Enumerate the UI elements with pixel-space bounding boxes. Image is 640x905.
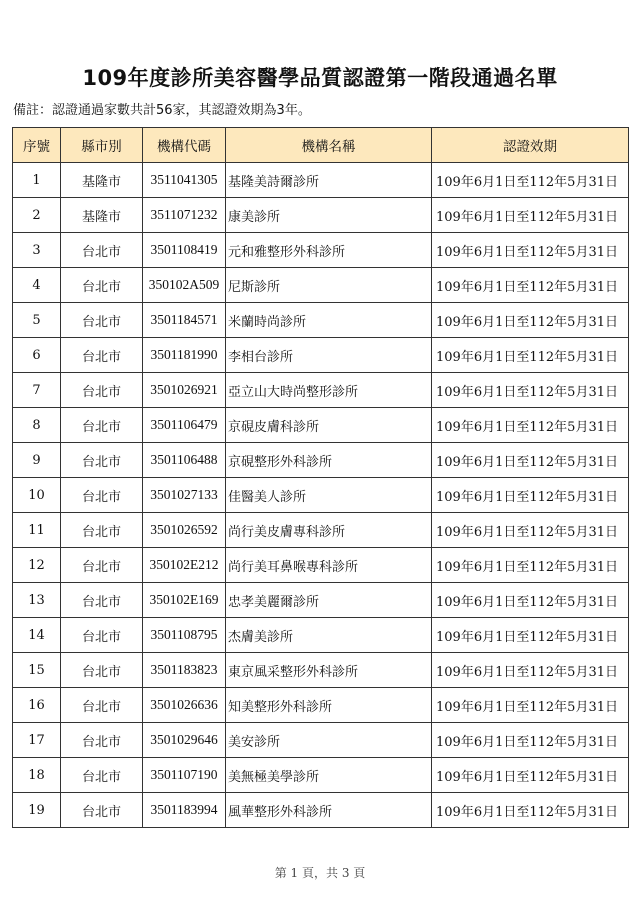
header-county: 縣市別 <box>61 128 143 163</box>
table-header-row <box>13 128 629 163</box>
cell-name: 康美診所 <box>226 198 432 233</box>
cell-serial: 10 <box>13 478 61 513</box>
table-row <box>13 233 629 268</box>
cell-name: 風華整形外科診所 <box>226 793 432 828</box>
clinic-list-table <box>12 127 629 828</box>
table-row <box>13 583 629 618</box>
cell-code: 3501107190 <box>143 758 226 793</box>
table-row <box>13 513 629 548</box>
cell-period: 109年6月1日至112年5月31日 <box>432 758 629 793</box>
cell-county: 台北市 <box>61 513 143 548</box>
cell-period: 109年6月1日至112年5月31日 <box>432 198 629 233</box>
cell-serial: 6 <box>13 338 61 373</box>
cell-name: 元和雅整形外科診所 <box>226 233 432 268</box>
cell-name: 尼斯診所 <box>226 268 432 303</box>
cell-code: 350102E169 <box>143 583 226 618</box>
cell-serial: 14 <box>13 618 61 653</box>
cell-county: 基隆市 <box>61 163 143 198</box>
table-row <box>13 653 629 688</box>
table-row <box>13 618 629 653</box>
cell-serial: 9 <box>13 443 61 478</box>
cell-code: 350102E212 <box>143 548 226 583</box>
cell-county: 台北市 <box>61 723 143 758</box>
table-row <box>13 373 629 408</box>
cell-name: 李相台診所 <box>226 338 432 373</box>
cell-period: 109年6月1日至112年5月31日 <box>432 548 629 583</box>
cell-name: 美安診所 <box>226 723 432 758</box>
cell-period: 109年6月1日至112年5月31日 <box>432 583 629 618</box>
cell-serial: 15 <box>13 653 61 688</box>
cell-serial: 4 <box>13 268 61 303</box>
cell-county: 台北市 <box>61 688 143 723</box>
cell-name: 忠孝美麗爾診所 <box>226 583 432 618</box>
cell-county: 台北市 <box>61 408 143 443</box>
cell-period: 109年6月1日至112年5月31日 <box>432 408 629 443</box>
cell-period: 109年6月1日至112年5月31日 <box>432 268 629 303</box>
cell-county: 基隆市 <box>61 198 143 233</box>
cell-name: 佳醫美人診所 <box>226 478 432 513</box>
cell-name: 杰膚美診所 <box>226 618 432 653</box>
cell-period: 109年6月1日至112年5月31日 <box>432 653 629 688</box>
cell-name: 尚行美耳鼻喉專科診所 <box>226 548 432 583</box>
table-row <box>13 688 629 723</box>
remark-note: 備註：認證通過家數共計56家，其認證效期為3年。 <box>13 103 311 118</box>
cell-county: 台北市 <box>61 303 143 338</box>
table-row <box>13 303 629 338</box>
cell-code: 350102A509 <box>143 268 226 303</box>
cell-name: 亞立山大時尚整形診所 <box>226 373 432 408</box>
cell-code: 3501029646 <box>143 723 226 758</box>
table-row <box>13 758 629 793</box>
table-row <box>13 338 629 373</box>
cell-name: 京硯整形外科診所 <box>226 443 432 478</box>
cell-code: 3501026592 <box>143 513 226 548</box>
cell-county: 台北市 <box>61 373 143 408</box>
header-code: 機構代碼 <box>143 128 226 163</box>
cell-serial: 18 <box>13 758 61 793</box>
table-row <box>13 163 629 198</box>
cell-name: 尚行美皮膚專科診所 <box>226 513 432 548</box>
cell-period: 109年6月1日至112年5月31日 <box>432 338 629 373</box>
cell-serial: 7 <box>13 373 61 408</box>
table-row <box>13 198 629 233</box>
cell-code: 3501106479 <box>143 408 226 443</box>
cell-county: 台北市 <box>61 758 143 793</box>
cell-code: 3501026636 <box>143 688 226 723</box>
cell-period: 109年6月1日至112年5月31日 <box>432 793 629 828</box>
cell-name: 米蘭時尚診所 <box>226 303 432 338</box>
document-title: 109年度診所美容醫學品質認證第一階段通過名單 <box>82 66 558 90</box>
table-row <box>13 723 629 758</box>
table-row <box>13 793 629 828</box>
cell-code: 3501108795 <box>143 618 226 653</box>
table-row <box>13 443 629 478</box>
cell-code: 3511071232 <box>143 198 226 233</box>
cell-county: 台北市 <box>61 268 143 303</box>
cell-serial: 17 <box>13 723 61 758</box>
cell-period: 109年6月1日至112年5月31日 <box>432 163 629 198</box>
cell-period: 109年6月1日至112年5月31日 <box>432 373 629 408</box>
cell-county: 台北市 <box>61 233 143 268</box>
table-row <box>13 548 629 583</box>
cell-serial: 8 <box>13 408 61 443</box>
table-row <box>13 408 629 443</box>
cell-period: 109年6月1日至112年5月31日 <box>432 618 629 653</box>
cell-county: 台北市 <box>61 618 143 653</box>
cell-code: 3501184571 <box>143 303 226 338</box>
cell-name: 東京風采整形外科診所 <box>226 653 432 688</box>
cell-code: 3511041305 <box>143 163 226 198</box>
cell-serial: 11 <box>13 513 61 548</box>
cell-code: 3501108419 <box>143 233 226 268</box>
cell-county: 台北市 <box>61 443 143 478</box>
cell-period: 109年6月1日至112年5月31日 <box>432 513 629 548</box>
cell-serial: 5 <box>13 303 61 338</box>
cell-serial: 19 <box>13 793 61 828</box>
cell-period: 109年6月1日至112年5月31日 <box>432 443 629 478</box>
cell-period: 109年6月1日至112年5月31日 <box>432 233 629 268</box>
cell-serial: 13 <box>13 583 61 618</box>
cell-county: 台北市 <box>61 548 143 583</box>
cell-code: 3501183823 <box>143 653 226 688</box>
cell-name: 京硯皮膚科診所 <box>226 408 432 443</box>
table-row <box>13 268 629 303</box>
page-number: 第 1 頁，共 3 頁 <box>274 866 366 880</box>
cell-serial: 1 <box>13 163 61 198</box>
cell-period: 109年6月1日至112年5月31日 <box>432 478 629 513</box>
cell-county: 台北市 <box>61 583 143 618</box>
cell-county: 台北市 <box>61 338 143 373</box>
cell-code: 3501026921 <box>143 373 226 408</box>
cell-serial: 16 <box>13 688 61 723</box>
cell-name: 知美整形外科診所 <box>226 688 432 723</box>
cell-period: 109年6月1日至112年5月31日 <box>432 688 629 723</box>
cell-code: 3501027133 <box>143 478 226 513</box>
header-serial: 序號 <box>13 128 61 163</box>
cell-county: 台北市 <box>61 653 143 688</box>
cell-serial: 12 <box>13 548 61 583</box>
cell-serial: 2 <box>13 198 61 233</box>
cell-period: 109年6月1日至112年5月31日 <box>432 723 629 758</box>
cell-county: 台北市 <box>61 478 143 513</box>
cell-name: 美無極美學診所 <box>226 758 432 793</box>
table-row <box>13 478 629 513</box>
header-name: 機構名稱 <box>226 128 432 163</box>
header-period: 認證效期 <box>432 128 629 163</box>
cell-name: 基隆美詩爾診所 <box>226 163 432 198</box>
cell-code: 3501183994 <box>143 793 226 828</box>
cell-serial: 3 <box>13 233 61 268</box>
cell-code: 3501106488 <box>143 443 226 478</box>
cell-period: 109年6月1日至112年5月31日 <box>432 303 629 338</box>
cell-code: 3501181990 <box>143 338 226 373</box>
cell-county: 台北市 <box>61 793 143 828</box>
